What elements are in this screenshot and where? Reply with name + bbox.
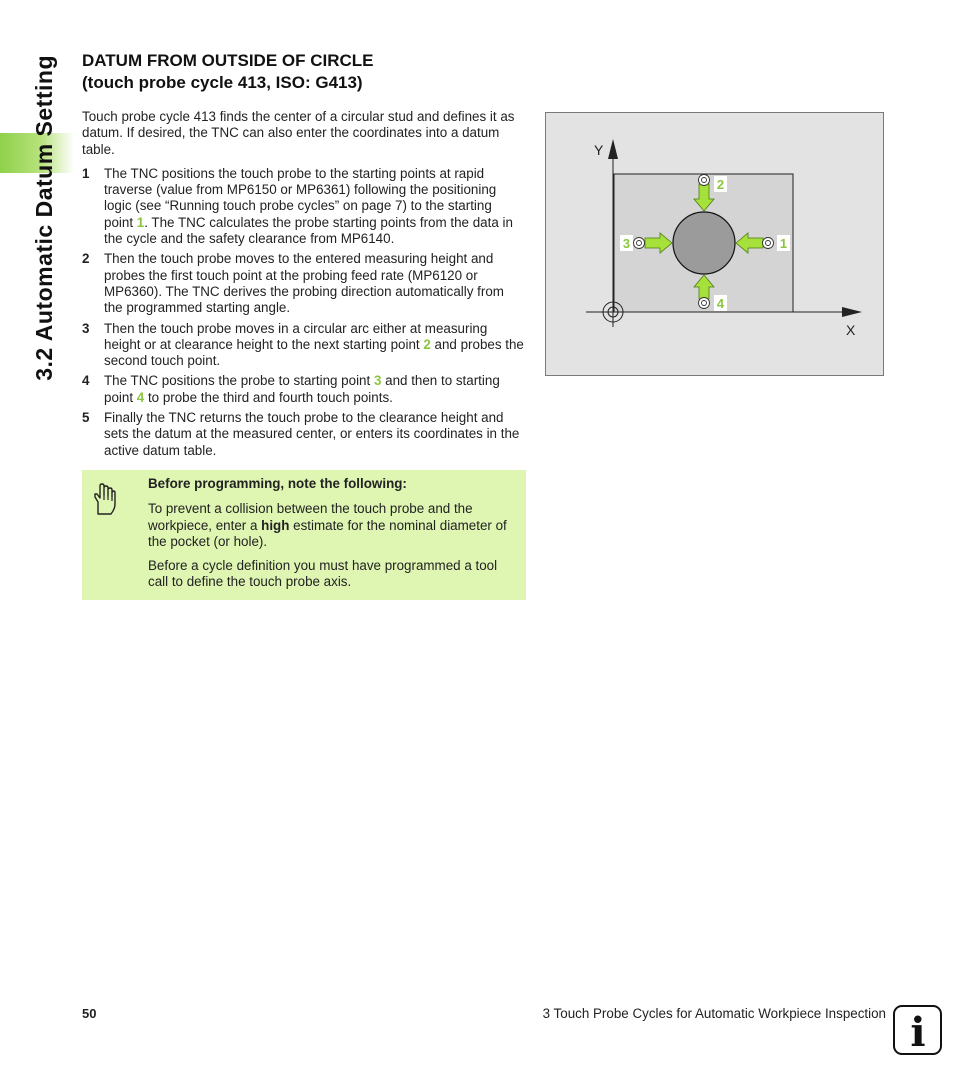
svg-text:2: 2 [716,177,725,192]
note-box [82,470,526,600]
step-number: 4 [82,373,90,389]
page-number: 50 [82,1006,97,1021]
y-axis-arrowhead [608,139,618,159]
point-ref: 4 [136,389,145,405]
step-number: 3 [82,320,90,336]
title-line-2: (touch probe cycle 413, ISO: G413) [82,73,363,92]
x-axis-label: X [846,322,856,338]
page-title [82,50,532,94]
x-axis-arrowhead [842,307,862,317]
step-number: 2 [82,251,90,267]
step-number: 5 [82,410,90,426]
probe-icon-2 [699,175,710,186]
note-heading: Before programming, note the following: [148,476,407,491]
step-item: 2 Then the touch probe moves to the entered measuring height and probes the first touch point at the probing feed rate (MP6120 or MP6360). The TNC derives the probing direction automatically from the programmed starting angle. [82,251,504,316]
svg-text:4: 4 [716,296,725,311]
probe-diagram [545,112,884,376]
step-item: 1 The TNC positions the touch probe to the starting points at rapid traverse (value from MP6150 or MP6361) following the positioning logic (see “Running touch probe cycles” on page 7) to the starting point 1. The TNC calculates the probe starting points from the data in the cycle and the safety clearance from MP6140. [82,165,513,247]
note-content [148,476,518,599]
note-paragraph: Before a cycle definition you must have programmed a tool call to define the touch probe axis. [148,558,498,590]
info-icon [893,1005,942,1055]
chapter-footer: 3 Touch Probe Cycles for Automatic Workpiece Inspection [542,1006,886,1021]
note-paragraph: To prevent a collision between the touch probe and the workpiece, enter a high estimate for the nominal diameter of the pocket (or hole). [148,501,507,549]
point-label-2 [714,176,727,192]
step-item: 5 Finally the TNC returns the touch probe to the clearance height and sets the datum at the measured center, or enters its coordinates in the active datum table. [82,410,520,458]
body-text [82,109,524,463]
circular-stud [673,212,735,274]
probe-icon-3 [634,238,645,249]
point-label-3 [620,235,633,251]
emphasis-high: high [261,517,290,533]
step-number: 1 [82,165,90,181]
point-ref: 1 [136,214,145,230]
point-label-4 [714,295,727,311]
title-line-1: DATUM FROM OUTSIDE OF CIRCLE [82,51,374,70]
y-axis-label: Y [594,142,604,158]
hand-icon [92,482,116,516]
step-item: 4 The TNC positions the probe to starting point 3 and then to starting point 4 to probe the third and fourth touch points. [82,373,500,405]
point-ref: 2 [423,336,431,352]
svg-text:1: 1 [779,236,788,251]
svg-text:i: i [910,1009,926,1053]
probe-diagram-svg [546,113,883,375]
probe-icon-4 [699,298,710,309]
svg-text:3: 3 [622,236,631,251]
point-ref: 3 [373,373,382,389]
step-item: 3 Then the touch probe moves in a circular arc either at measuring height or at clearance height to the next starting point 2 and probes the second touch point. [82,320,524,369]
point-label-1 [777,235,790,251]
steps-list [82,166,524,459]
probe-icon-1 [763,238,774,249]
intro-paragraph: Touch probe cycle 413 finds the center of a circular stud and defines it as datum. If desired, the TNC can also enter the coordinates into a datum table. [82,109,515,157]
